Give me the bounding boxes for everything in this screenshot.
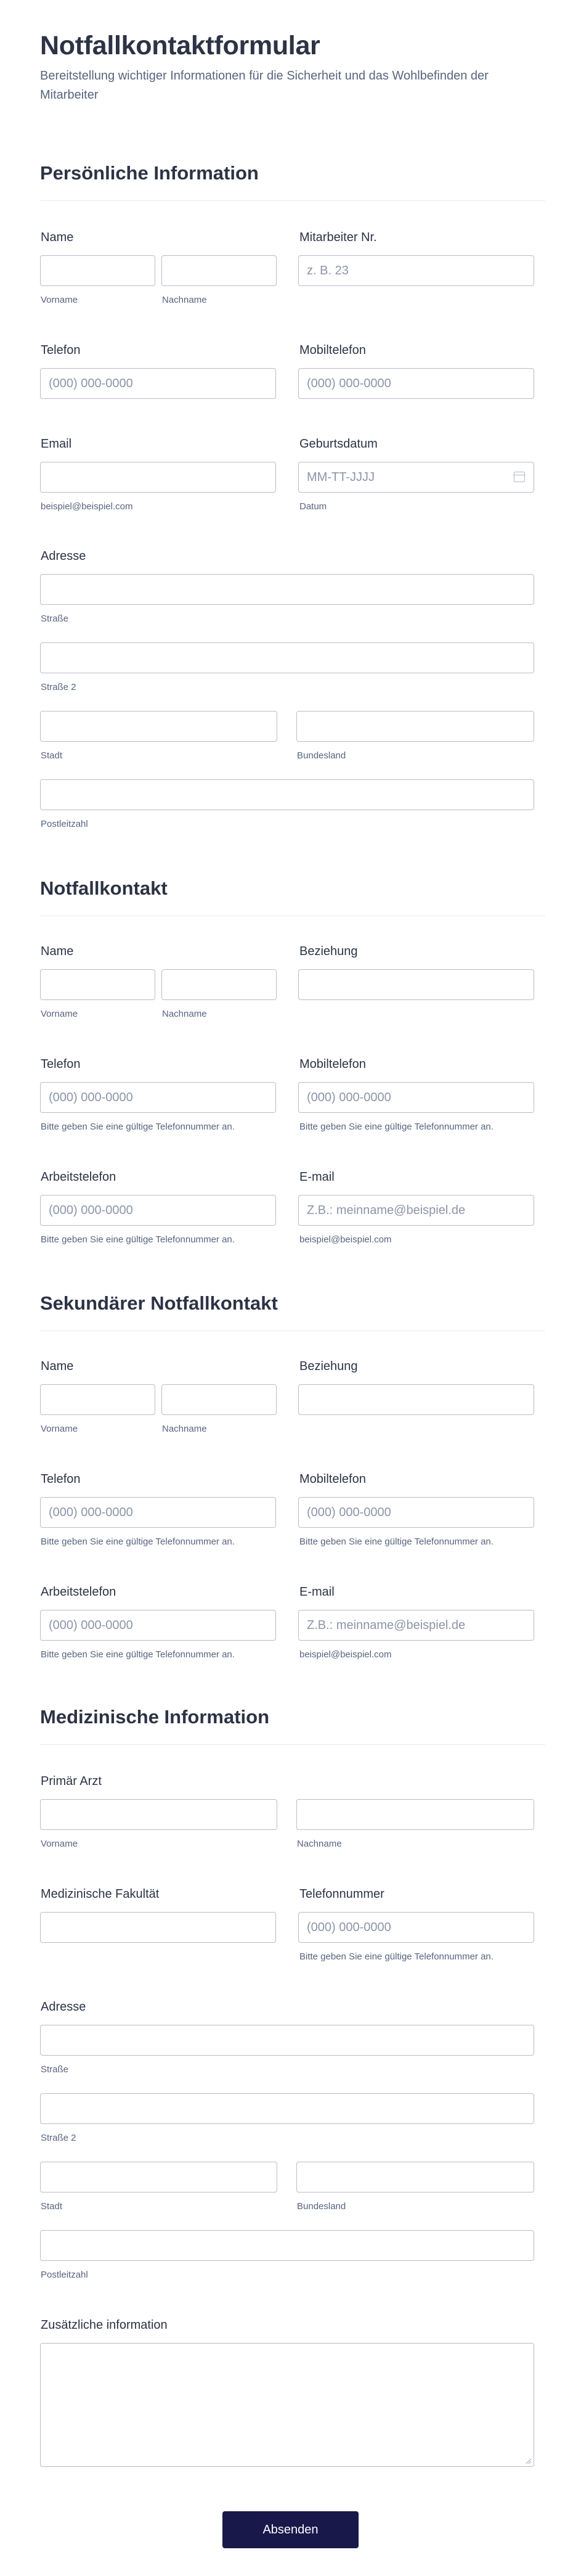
- medical-street2-input[interactable]: [40, 2093, 534, 2124]
- emergency-work-sublabel: Bitte geben Sie eine gültige Telefonnummer an.: [41, 1234, 235, 1245]
- phone-label: Telefon: [41, 343, 81, 357]
- zip-sublabel: Postleitzahl: [41, 819, 88, 829]
- doctor-first-name-input[interactable]: [40, 1799, 277, 1830]
- zip-input[interactable]: [40, 779, 534, 810]
- form-title: Notfallkontaktformular: [40, 31, 320, 60]
- form-subtitle: Bereitstellung wichtiger Informationen für die Sicherheit und das Wohlbefinden der Mitarbeiter: [40, 69, 489, 102]
- secondary-phone-label: Telefon: [41, 1472, 81, 1486]
- emergency-email-sublabel: beispiel@beispiel.com: [299, 1234, 392, 1245]
- medical-phone-sublabel: Bitte geben Sie eine gültige Telefonnummer an.: [299, 1951, 494, 1962]
- medical-phone-label: Telefonnummer: [299, 1887, 384, 1901]
- medical-street-input[interactable]: [40, 2025, 534, 2056]
- secondary-work-label: Arbeitstelefon: [41, 1585, 116, 1599]
- birthdate-sublabel: Datum: [299, 501, 327, 512]
- birthdate-placeholder: MM-TT-JJJJ: [307, 470, 375, 484]
- emergency-phone-sublabel: Bitte geben Sie eine gültige Telefonnummer an.: [41, 1122, 235, 1132]
- section-divider: [40, 200, 545, 201]
- additional-info-textarea[interactable]: [40, 2343, 534, 2467]
- emergency-work-phone-input[interactable]: (000) 000-0000: [40, 1195, 276, 1226]
- emergency-first-sublabel: Vorname: [41, 1009, 78, 1019]
- last-name-sublabel: Nachname: [162, 295, 207, 305]
- employee-number-label: Mitarbeiter Nr.: [299, 231, 377, 244]
- secondary-mobile-label: Mobiltelefon: [299, 1472, 366, 1486]
- secondary-phone-sublabel: Bitte geben Sie eine gültige Telefonnummer an.: [41, 1536, 235, 1547]
- medical-phone-input[interactable]: (000) 000-0000: [298, 1912, 534, 1943]
- secondary-last-sublabel: Nachname: [162, 1424, 207, 1434]
- first-name-input[interactable]: [40, 255, 155, 286]
- calendar-icon[interactable]: [514, 472, 525, 482]
- mobile-input[interactable]: (000) 000-0000: [298, 368, 534, 399]
- emergency-relation-input[interactable]: [298, 969, 534, 1000]
- email-label: Email: [41, 437, 72, 451]
- section-heading-medical: Medizinische Information: [40, 1706, 270, 1728]
- emergency-first-name-input[interactable]: [40, 969, 155, 1000]
- medical-state-sublabel: Bundesland: [297, 2201, 346, 2212]
- medical-street-sublabel: Straße: [41, 2064, 69, 2075]
- secondary-email-sublabel: beispiel@beispiel.com: [299, 1649, 392, 1660]
- emergency-mobile-sublabel: Bitte geben Sie eine gültige Telefonnummer an.: [299, 1122, 494, 1132]
- employee-number-input[interactable]: z. B. 23: [298, 255, 534, 286]
- emergency-email-label: E-mail: [299, 1170, 335, 1184]
- emergency-email-input[interactable]: Z.B.: meinname@beispiel.de: [298, 1195, 534, 1226]
- phone-input[interactable]: (000) 000-0000: [40, 368, 276, 399]
- secondary-first-sublabel: Vorname: [41, 1424, 78, 1434]
- secondary-mobile-input[interactable]: (000) 000-0000: [298, 1497, 534, 1528]
- doctor-last-name-input[interactable]: [296, 1799, 534, 1830]
- emergency-mobile-input[interactable]: (000) 000-0000: [298, 1082, 534, 1113]
- doctor-label: Primär Arzt: [41, 1774, 102, 1788]
- medical-state-input[interactable]: [296, 2162, 534, 2192]
- faculty-label: Medizinische Fakultät: [41, 1887, 160, 1901]
- section-heading-emergency: Notfallkontakt: [40, 877, 168, 899]
- medical-address-label: Adresse: [41, 2000, 86, 2014]
- secondary-phone-input[interactable]: (000) 000-0000: [40, 1497, 276, 1528]
- secondary-relation-label: Beziehung: [299, 1360, 358, 1373]
- secondary-work-phone-input[interactable]: (000) 000-0000: [40, 1610, 276, 1641]
- state-sublabel: Bundesland: [297, 750, 346, 761]
- emergency-phone-input[interactable]: (000) 000-0000: [40, 1082, 276, 1113]
- medical-zip-sublabel: Postleitzahl: [41, 2270, 88, 2280]
- address-label: Adresse: [41, 549, 86, 563]
- emergency-work-label: Arbeitstelefon: [41, 1170, 116, 1184]
- secondary-name-label: Name: [41, 1360, 74, 1373]
- emergency-mobile-label: Mobiltelefon: [299, 1057, 366, 1071]
- additional-info-label: Zusätzliche information: [41, 2318, 168, 2332]
- city-sublabel: Stadt: [41, 750, 63, 761]
- section-heading-secondary: Sekundärer Notfallkontakt: [40, 1292, 278, 1314]
- emergency-relation-label: Beziehung: [299, 945, 358, 958]
- submit-button[interactable]: Absenden: [222, 2511, 359, 2548]
- medical-zip-input[interactable]: [40, 2230, 534, 2261]
- section-heading-personal: Persönliche Information: [40, 162, 259, 184]
- street-sublabel: Straße: [41, 613, 69, 624]
- last-name-input[interactable]: [161, 255, 277, 286]
- street-input[interactable]: [40, 574, 534, 605]
- secondary-mobile-sublabel: Bitte geben Sie eine gültige Telefonnummer an.: [299, 1536, 494, 1547]
- secondary-work-sublabel: Bitte geben Sie eine gültige Telefonnummer an.: [41, 1649, 235, 1660]
- street2-sublabel: Straße 2: [41, 682, 76, 692]
- emergency-name-label: Name: [41, 945, 74, 958]
- street2-input[interactable]: [40, 642, 534, 673]
- doctor-first-sublabel: Vorname: [41, 1839, 78, 1849]
- resize-grip-icon[interactable]: [526, 2458, 532, 2464]
- birthdate-label: Geburtsdatum: [299, 437, 378, 451]
- medical-city-input[interactable]: [40, 2162, 277, 2192]
- first-name-sublabel: Vorname: [41, 295, 78, 305]
- secondary-email-label: E-mail: [299, 1585, 335, 1599]
- mobile-label: Mobiltelefon: [299, 343, 366, 357]
- emergency-last-name-input[interactable]: [161, 969, 277, 1000]
- secondary-email-input[interactable]: Z.B.: meinname@beispiel.de: [298, 1610, 534, 1641]
- medical-street2-sublabel: Straße 2: [41, 2133, 76, 2143]
- state-input[interactable]: [296, 711, 534, 742]
- email-input[interactable]: [40, 462, 276, 493]
- secondary-relation-input[interactable]: [298, 1384, 534, 1415]
- emergency-last-sublabel: Nachname: [162, 1009, 207, 1019]
- secondary-first-name-input[interactable]: [40, 1384, 155, 1415]
- birthdate-input[interactable]: [298, 462, 534, 493]
- doctor-last-sublabel: Nachname: [297, 1839, 342, 1849]
- faculty-input[interactable]: [40, 1912, 276, 1943]
- section-divider: [40, 1744, 545, 1745]
- medical-city-sublabel: Stadt: [41, 2201, 63, 2212]
- name-label: Name: [41, 231, 74, 244]
- secondary-last-name-input[interactable]: [161, 1384, 277, 1415]
- emergency-phone-label: Telefon: [41, 1057, 81, 1071]
- email-sublabel: beispiel@beispiel.com: [41, 501, 133, 512]
- city-input[interactable]: [40, 711, 277, 742]
